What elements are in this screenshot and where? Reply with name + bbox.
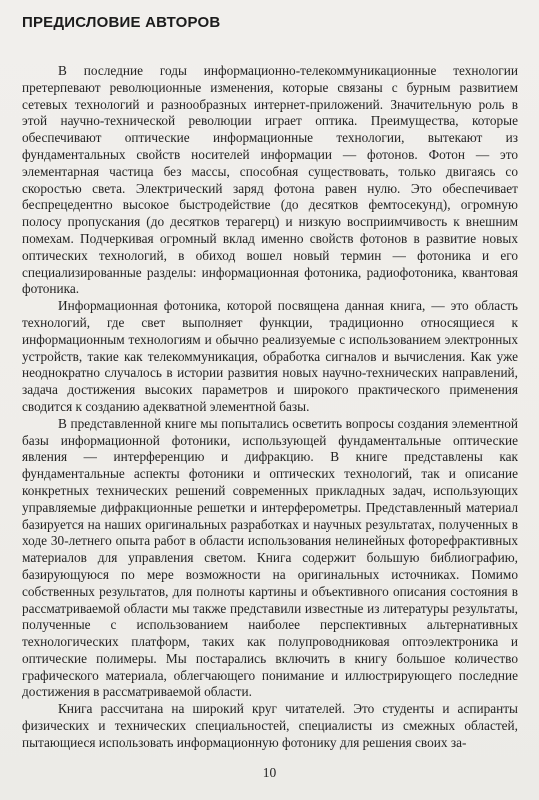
paragraph-3: В представленной книге мы попытались осветить вопросы создания элементной базы информационной фотоники, использующей фундаментальные оптические явления — интерференцию и дифракцию. В книге представлены как фундаментальные аспекты фотоники и оптических технологий, так и описание конкретных технических решений современных прикладных задач, использующих управляемые дифракционные решетки и интерферометры. Представленный материал базируется на наших оригинальных разработках и научных результатах, полученных в ходе 30-летнего опыта работ в области использования нелинейных фоторефрактивных материалов для управления светом. Книга содержит большую библиографию, базирующуюся по мере возможности на оригинальных источниках. Помимо собственных результатов, для полноты картины и объективного описания состояния в рассматриваемой области мы также представили известные из литературы результаты, полученные с использованием наиболее перспективных альтернативных технологических платформ, таких как полупроводниковая оптоэлектроника и оптические полимеры. Мы постарались включить в книгу большое количество графического материала, облегчающего понимание и иллюстрирующего последние достижения в рассматриваемой области. <box>22 415 518 700</box>
paragraph-1: В последние годы информационно-телекоммуникационные технологии претерпевают революционные изменения, которые связаны с бурным развитием сетевых технологий и разнообразных интернет-приложений. Значительную роль в этой научно-технической революции играет оптика. Преимущества, которые обеспечивают оптические информационные технологии, вытекают из фундаментальных свойств носителей информации — фотонов. Фотон — это элементарная частица без массы, способная существовать, только двигаясь со скоростью света. Электрический заряд фотона равен нулю. Это обеспечивает беспрецедентно высокое быстродействие (до десятков фемтосекунд), огромную полосу пропускания (до десятков терагерц) и низкую восприимчивость к внешним помехам. Подчеркивая огромный вклад именно свойств фотонов в развитие новых оптических технологий, в обиход вошел новый термин — фотоника и его специализированные разделы: информационная фотоника, радиофотоника, квантовая фотоника. <box>22 63 518 297</box>
paragraph-2: Информационная фотоника, которой посвящена данная книга, — это область технологий, где свет выполняет функции, традиционно относящиеся к информационным технологиям и обычно реализуемые с использованием электронных устройств, такие как телекоммуникация, обработка сигналов и вычисления. Как уже неоднократно случалось в истории развития новых научно-технических направлений, задача достижения высоких параметров и широкого практического применения сводится к созданию адекватной элементной базы. <box>22 298 518 414</box>
section-heading: ПРЕДИСЛОВИЕ АВТОРОВ <box>22 14 221 31</box>
page-number: 10 <box>262 765 277 780</box>
body-text <box>22 63 518 752</box>
paragraph-4: Книга рассчитана на широкий круг читателей. Это студенты и аспиранты физических и технических специальностей, специалисты из смежных областей, пытающиеся использовать информационную фотонику для решения своих за- <box>22 701 518 750</box>
